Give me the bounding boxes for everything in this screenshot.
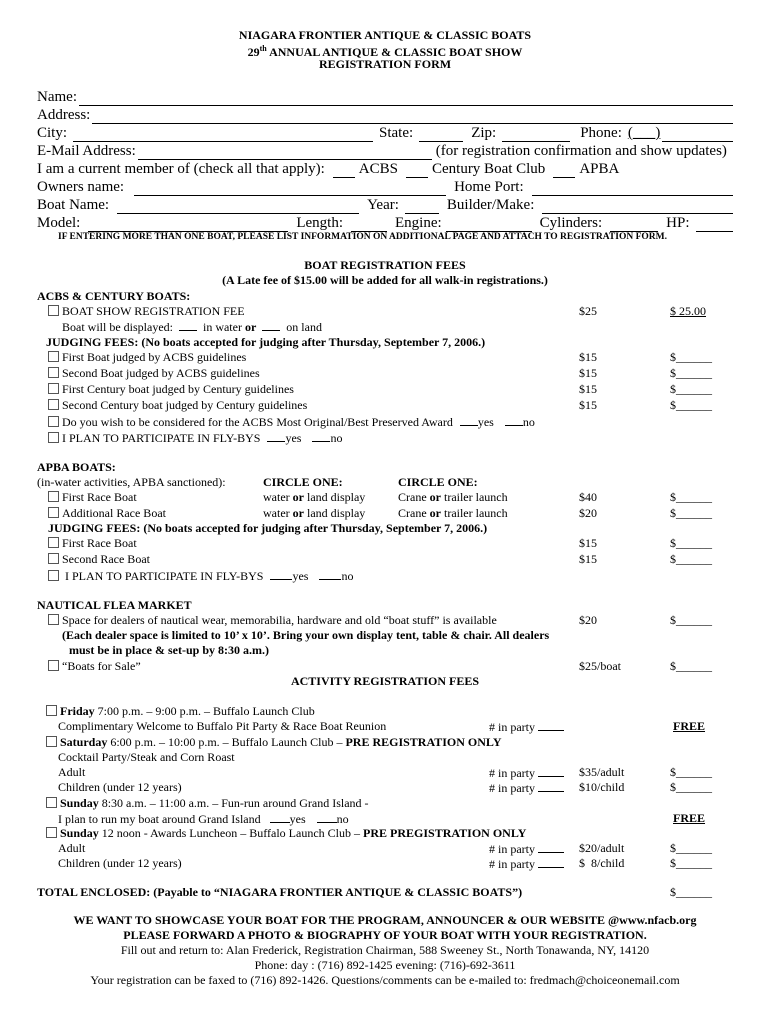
judging-price: $15 xyxy=(579,382,597,396)
flea-space-amount[interactable]: $______ xyxy=(670,613,712,627)
flea-space-item: Space for dealers of nautical wear, memorabilia, hardware and old “boat stuff” is available xyxy=(48,613,497,627)
apba-label: APBA xyxy=(579,161,620,177)
flea-space-price: $20 xyxy=(579,613,597,627)
sunday-funrun-checkbox[interactable] xyxy=(46,797,57,808)
judging-price: $15 xyxy=(579,398,597,412)
phone-label: Phone: xyxy=(580,125,622,141)
boats-for-sale-checkbox[interactable] xyxy=(48,660,59,671)
judging-amount[interactable]: $______ xyxy=(670,382,712,396)
century-label: Century Boat Club xyxy=(431,161,546,177)
display-option[interactable]: water or land display xyxy=(263,490,366,504)
sunday-luncheon-event: Sunday 12 noon - Awards Luncheon – Buffalo Launch Club – PRE PREGISTRATION ONLY xyxy=(46,826,526,840)
flea-note-2: must be in place & set-up by 8:30 a.m.) xyxy=(69,643,269,657)
sunday-adult-count[interactable]: # in party xyxy=(489,841,564,856)
judging-checkbox[interactable] xyxy=(48,351,59,362)
address-row xyxy=(37,106,733,124)
apba-judging-amount[interactable]: $______ xyxy=(670,536,712,550)
friday-checkbox[interactable] xyxy=(46,705,57,716)
zip-field[interactable] xyxy=(502,129,570,142)
name-label: Name: xyxy=(37,89,77,105)
show-fee-item: BOAT SHOW REGISTRATION FEE xyxy=(48,304,245,318)
saturday-adult-amount[interactable]: $______ xyxy=(670,765,712,779)
contact-phone: Phone: day : (716) 892-1425 evening: (716)-692-3611 xyxy=(254,958,516,972)
state-label: State: xyxy=(379,125,414,141)
sunday-luncheon-checkbox[interactable] xyxy=(46,827,57,838)
judging-item: First Century boat judged by Century guidelines xyxy=(48,382,294,396)
saturday-adult: Adult xyxy=(58,765,86,779)
builder-field[interactable] xyxy=(542,199,733,214)
boats-for-sale-amount[interactable]: $______ xyxy=(670,659,712,673)
saturday-adult-price: $35/adult xyxy=(579,765,625,779)
acbs-judging-title: JUDGING FEES: (No boats accepted for judging after Thursday, September 7, 2006.) xyxy=(46,335,486,349)
acbs-section-title: ACBS & CENTURY BOATS: xyxy=(37,289,191,303)
sunday-children: Children (under 12 years) xyxy=(58,856,182,870)
owners-row xyxy=(37,178,733,196)
city-row xyxy=(37,124,733,142)
apba-price: $40 xyxy=(579,490,597,504)
total-amount[interactable]: $______ xyxy=(670,885,712,899)
owners-label: Owners name: xyxy=(37,179,125,195)
judging-checkbox[interactable] xyxy=(48,367,59,378)
apba-price: $20 xyxy=(579,506,597,520)
phone-area-code[interactable]: (___) xyxy=(627,125,661,141)
state-field[interactable] xyxy=(419,129,463,142)
boats-for-sale-price: $25/boat xyxy=(579,659,621,673)
judging-checkbox[interactable] xyxy=(48,399,59,410)
judging-item: First Boat judged by ACBS guidelines xyxy=(48,350,246,364)
year-label: Year: xyxy=(367,197,399,213)
friday-event: Friday 7:00 p.m. – 9:00 p.m. – Buffalo Launch Club xyxy=(46,704,315,718)
apba-amount[interactable]: $______ xyxy=(670,490,712,504)
apba-judging-title: JUDGING FEES: (No boats accepted for judging after Thursday, September 7, 2006.) xyxy=(48,521,488,535)
circle-one-1: CIRCLE ONE: xyxy=(263,475,343,489)
acbs-check[interactable] xyxy=(333,165,355,178)
in-water-check[interactable] xyxy=(179,319,197,331)
on-land-check[interactable] xyxy=(262,319,280,331)
sunday-adult-price: $20/adult xyxy=(579,841,625,855)
org-title: NIAGARA FRONTIER ANTIQUE & CLASSIC BOATS xyxy=(238,28,532,42)
apba-amount[interactable]: $______ xyxy=(670,506,712,520)
flybys-checkbox[interactable] xyxy=(48,432,59,443)
return-address: Fill out and return to: Alan Frederick, Registration Chairman, 588 Sweeney St., North Tonawanda, NY, 14120 xyxy=(120,943,650,957)
show-fee-amount: $ 25.00 xyxy=(670,304,706,318)
builder-label: Builder/Make: xyxy=(446,197,535,213)
judging-price: $15 xyxy=(579,366,597,380)
boat-name-field[interactable] xyxy=(117,201,359,214)
saturday-desc: Cocktail Party/Steak and Corn Roast xyxy=(58,750,235,764)
display-location-row: Boat will be displayed: in water or on land xyxy=(62,320,322,334)
acbs-label: ACBS xyxy=(358,161,398,177)
launch-option[interactable]: Crane or trailer launch xyxy=(398,490,508,504)
award-yes-blank[interactable] xyxy=(460,414,478,426)
award-checkbox[interactable] xyxy=(48,416,59,427)
form-title: REGISTRATION FORM xyxy=(318,57,452,71)
judging-item: Second Boat judged by ACBS guidelines xyxy=(48,366,260,380)
apba-flybys-yes-blank[interactable] xyxy=(270,568,292,580)
address-label: Address: xyxy=(37,107,91,123)
sunday-adult: Adult xyxy=(58,841,86,855)
boat-name-row xyxy=(37,196,733,214)
apba-judging-item: First Race Boat xyxy=(48,536,137,550)
phone-field[interactable] xyxy=(662,127,733,142)
apba-checkbox[interactable] xyxy=(48,491,59,502)
sunday-adult-amount[interactable]: $______ xyxy=(670,841,712,855)
boat-name-label: Boat Name: xyxy=(37,197,110,213)
email-note: (for registration confirmation and show updates) xyxy=(435,143,727,159)
cylinders-label: Cylinders: xyxy=(539,215,603,231)
award-question: Do you wish to be considered for the ACBS Most Original/Best Preserved Award yes no xyxy=(48,414,535,429)
hp-label: HP: xyxy=(666,215,690,231)
show-fee-checkbox[interactable] xyxy=(48,305,59,316)
circle-one-2: CIRCLE ONE: xyxy=(398,475,478,489)
length-label: Length: xyxy=(296,215,343,231)
apba-judging-price: $15 xyxy=(579,536,597,550)
saturday-children: Children (under 12 years) xyxy=(58,780,182,794)
multi-boat-note: IF ENTERING MORE THAN ONE BOAT, PLEASE LIST INFORMATION ON ADDITIONAL PAGE AND ATTACH TO REGISTRATION FORM. xyxy=(58,232,667,242)
judging-item: Second Century boat judged by Century guidelines xyxy=(48,398,307,412)
saturday-adult-count[interactable]: # in party xyxy=(489,765,564,780)
saturday-checkbox[interactable] xyxy=(46,736,57,747)
saturday-children-amount[interactable]: $______ xyxy=(670,780,712,794)
flybys-yes-blank[interactable] xyxy=(267,430,285,442)
display-option[interactable]: water or land display xyxy=(263,506,366,520)
photo-note: PLEASE FORWARD A PHOTO & BIOGRAPHY OF YOUR BOAT WITH YOUR REGISTRATION. xyxy=(123,928,647,942)
hp-field[interactable] xyxy=(696,217,734,232)
sunday-children-amount[interactable]: $______ xyxy=(670,856,712,870)
boat-fees-title: BOAT REGISTRATION FEES xyxy=(304,258,466,272)
showcase-note: WE WANT TO SHOWCASE YOUR BOAT FOR THE PROGRAM, ANNOUNCER & OUR WEBSITE @www.nfacb.org xyxy=(73,913,697,927)
name-row xyxy=(37,88,733,106)
owners-field[interactable] xyxy=(134,183,446,196)
flea-note-1: (Each dealer space is limited to 10’ x 10’. Bring your own display tent, table & chair. All dealers xyxy=(62,628,550,642)
friday-party-count[interactable]: # in party xyxy=(489,719,564,734)
home-port-label: Home Port: xyxy=(454,179,524,195)
apba-judging-price: $15 xyxy=(579,552,597,566)
apba-item: First Race Boat xyxy=(48,490,137,504)
saturday-children-count[interactable]: # in party xyxy=(489,780,564,795)
award-no-blank[interactable] xyxy=(505,414,523,426)
judging-price: $15 xyxy=(579,350,597,364)
show-title: 29th ANNUAL ANTIQUE & CLASSIC BOAT SHOW xyxy=(247,44,523,59)
late-fee-note: (A Late fee of $15.00 will be added for all walk-in registrations.) xyxy=(222,273,548,287)
sunday-children-price: $ 8/child xyxy=(579,856,625,870)
sunday-funrun-event: Sunday 8:30 a.m. – 11:00 a.m. – Fun-run around Grand Island - xyxy=(46,796,369,810)
home-port-field[interactable] xyxy=(532,181,733,196)
flybys-no-blank[interactable] xyxy=(312,430,330,442)
apba-judging-item: Second Race Boat xyxy=(48,552,150,566)
email-label: E-Mail Address: xyxy=(37,143,136,159)
apba-judging-amount[interactable]: $______ xyxy=(670,552,712,566)
saturday-children-price: $10/child xyxy=(579,780,625,794)
city-label: City: xyxy=(37,125,68,141)
saturday-event: Saturday 6:00 p.m. – 10:00 p.m. – Buffalo Launch Club – PRE REGISTRATION ONLY xyxy=(46,735,502,749)
apba-flybys: I PLAN TO PARTICIPATE IN FLY-BYS yes no xyxy=(48,568,353,583)
activity-title: ACTIVITY REGISTRATION FEES xyxy=(290,674,480,688)
judging-amount[interactable]: $______ xyxy=(670,350,712,364)
funrun-free: FREE xyxy=(673,811,706,825)
apba-judging-checkbox[interactable] xyxy=(48,553,59,564)
membership-row xyxy=(37,160,733,178)
friday-free: FREE xyxy=(673,719,706,733)
address-field[interactable] xyxy=(92,109,733,124)
model-label: Model: xyxy=(37,215,81,231)
judging-amount[interactable]: $______ xyxy=(670,366,712,380)
year-field[interactable] xyxy=(405,201,439,214)
engine-label: Engine: xyxy=(395,215,442,231)
fax-email-note: Your registration can be faxed to (716) 892-1426. Questions/comments can be e-mailed to: fredmach@choiceonemail.com xyxy=(90,973,680,987)
total-enclosed: TOTAL ENCLOSED: (Payable to “NIAGARA FRONTIER ANTIQUE & CLASSIC BOATS”) xyxy=(37,885,523,899)
acbs-flybys: I PLAN TO PARTICIPATE IN FLY-BYS yes no xyxy=(48,430,342,445)
judging-amount[interactable]: $______ xyxy=(670,398,712,412)
flea-title: NAUTICAL FLEA MARKET xyxy=(37,598,192,612)
century-check[interactable] xyxy=(406,165,428,178)
show-fee-price: $25 xyxy=(579,304,597,318)
flea-space-checkbox[interactable] xyxy=(48,614,59,625)
friday-desc: Complimentary Welcome to Buffalo Pit Party & Race Boat Reunion xyxy=(58,719,387,733)
sunday-children-count[interactable]: # in party xyxy=(489,856,564,871)
apba-check[interactable] xyxy=(553,165,575,178)
zip-label: Zip: xyxy=(471,125,497,141)
email-row xyxy=(37,142,733,160)
apba-item: Additional Race Boat xyxy=(48,506,166,520)
launch-option[interactable]: Crane or trailer launch xyxy=(398,506,508,520)
email-field[interactable] xyxy=(138,147,432,160)
apba-judging-checkbox[interactable] xyxy=(48,537,59,548)
model-row xyxy=(37,214,733,232)
judging-checkbox[interactable] xyxy=(48,383,59,394)
sunday-funrun-desc: I plan to run my boat around Grand Island yes no xyxy=(58,812,349,826)
funrun-no-blank[interactable] xyxy=(317,811,337,823)
apba-subtitle: (in-water activities, APBA sanctioned): xyxy=(37,475,226,489)
apba-flybys-no-blank[interactable] xyxy=(319,568,341,580)
city-field[interactable] xyxy=(73,129,373,142)
apba-section-title: APBA BOATS: xyxy=(37,460,116,474)
funrun-yes-blank[interactable] xyxy=(270,811,290,823)
name-field[interactable] xyxy=(79,91,733,106)
boats-for-sale-item: “Boats for Sale” xyxy=(48,659,141,673)
membership-question: I am a current member of (check all that apply): xyxy=(37,161,325,177)
apba-flybys-checkbox[interactable] xyxy=(48,570,59,581)
apba-checkbox[interactable] xyxy=(48,507,59,518)
